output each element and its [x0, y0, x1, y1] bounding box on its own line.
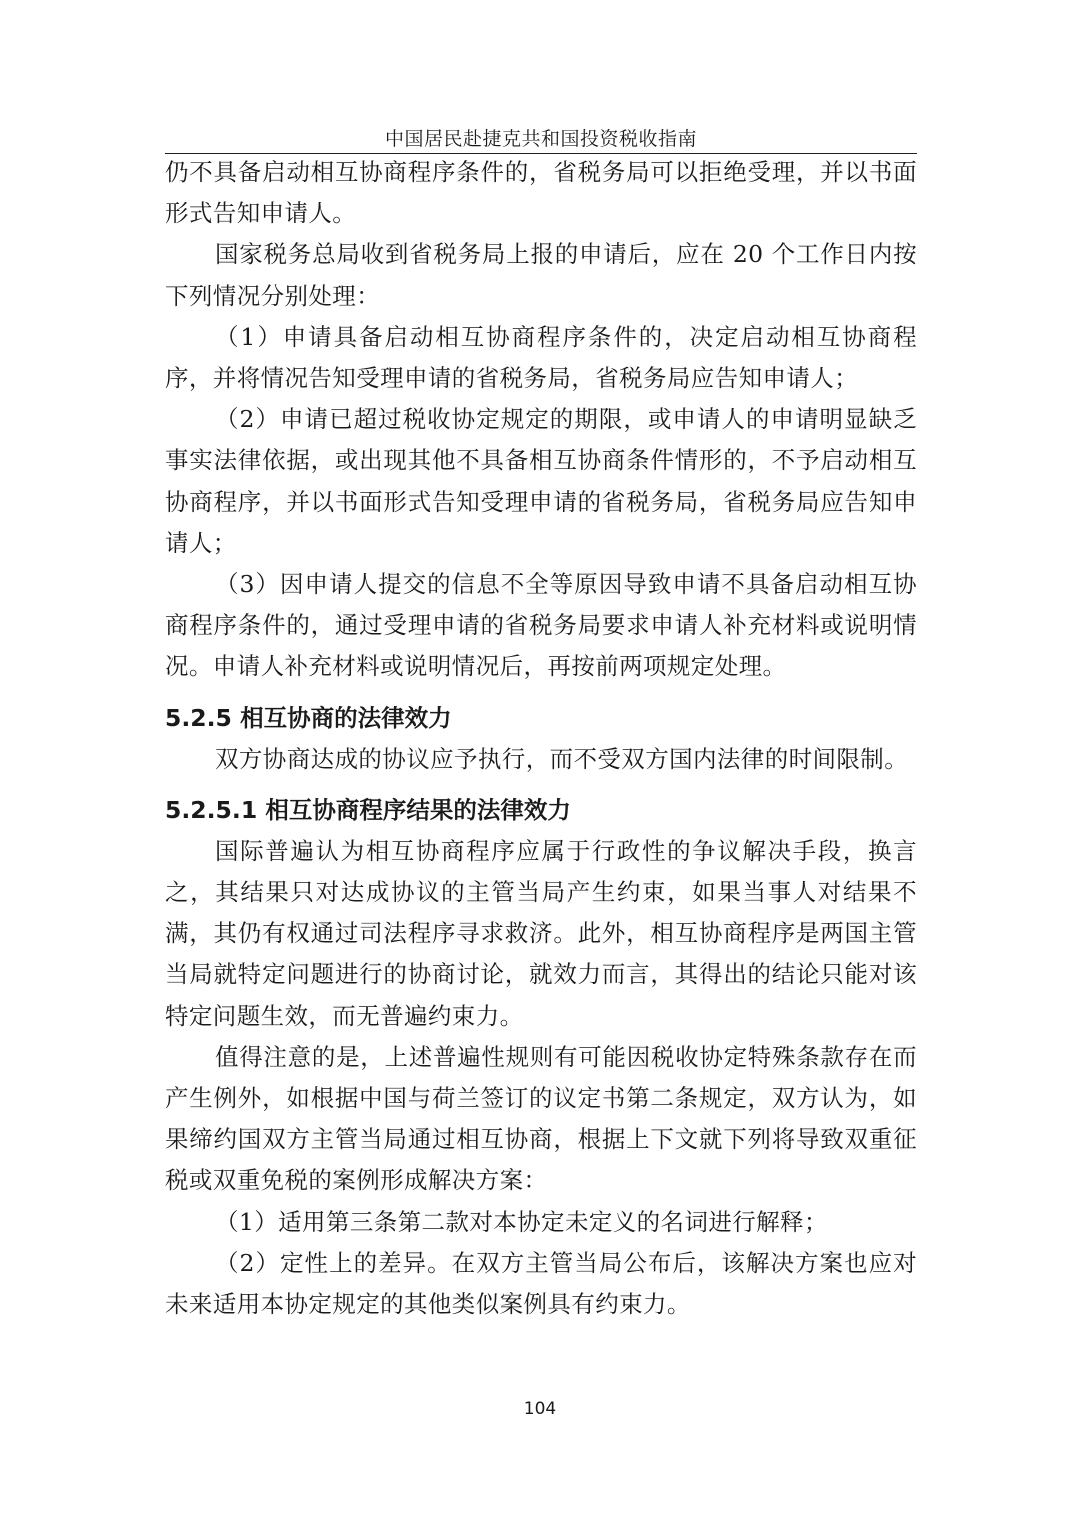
paragraph-continuation: 仍不具备启动相互协商程序条件的，省税务局可以拒绝受理，并以书面形式告知申请人。 — [165, 158, 917, 228]
paragraph-international-view: 国际普遍认为相互协商程序应属于行政性的争议解决手段，换言之，其结果只对达成协议的主管当局产生约束，如果当事人对结果不满，其仍有权通过司法程序寻求救济。此外，相互协商程序是两国主管当局就特定问题进行的协商讨论，就效力而言，其得出的结论只能对该特定问题生效，而无普遍约束力。 — [165, 836, 917, 1030]
list-item-3: （3）因申请人提交的信息不全等原因导致申请不具备启动相互协商程序条件的，通过受理申请的省税务局要求申请人补充材料或说明情况。申请人补充材料或说明情况后，再按前两项规定处理。 — [165, 570, 917, 681]
paragraph-legal-effect: 双方协商达成的协议应予执行，而不受双方国内法律的时间限制。 — [215, 744, 909, 773]
paragraph-processing-intro: 国家税务总局收到省税务局上报的申请后，应在 20 个工作日内按下列情况分别处理： — [165, 240, 917, 310]
paragraph-exception: 值得注意的是，上述普遍性规则有可能因税收协定特殊条款存在而产生例外，如根据中国与荷兰签订的议定书第二条规定，双方认为，如果缔约国双方主管当局通过相互协商，根据上下文就下列将导致双重征税或双重免税的案例形成解决方案： — [165, 1042, 917, 1195]
running-header: 中国居民赴捷克共和国投资税收指南 — [384, 128, 697, 150]
list-item-2: （2）申请已超过税收协定规定的期限，或申请人的申请明显缺乏事实法律依据，或出现其他不具备相互协商条件情形的，不予启动相互协商程序，并以书面形式告知受理申请的省税务局，省税务局应告知申请人； — [165, 405, 917, 557]
list-item-b: （2）定性上的差异。在双方主管当局公布后，该解决方案也应对未来适用本协定规定的其他类似案例具有约束力。 — [165, 1248, 917, 1319]
section-heading-5-2-5: 5.2.5 相互协商的法律效力 — [165, 703, 452, 732]
list-item-a: （1）适用第三条第二款对本协定未定义的名词进行解释； — [215, 1207, 828, 1236]
page-body — [165, 152, 917, 1325]
list-item-1: （1）申请具备启动相互协商程序条件的，决定启动相互协商程序，并将情况告知受理申请的省税务局，省税务局应告知申请人； — [165, 322, 917, 393]
section-heading-5-2-5-1: 5.2.5.1 相互协商程序结果的法律效力 — [165, 795, 571, 824]
page-number: 104 — [523, 1399, 557, 1419]
